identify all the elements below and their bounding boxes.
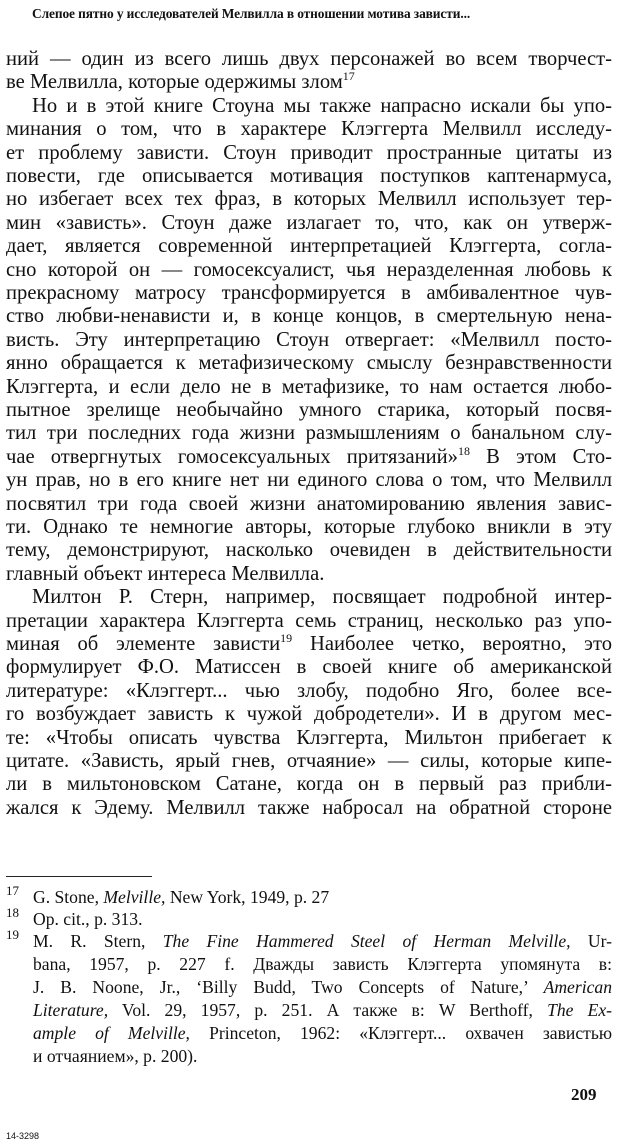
running-head: Слепое пятно у исследователей Мелвилла в отношении мотива зависти... [32, 6, 471, 21]
footnote-19-line: bana, 1957, p. 227 f. Дважды зависть Клэггерта упомянута в: [33, 954, 612, 974]
text-line: главный объект интереса Мелвилла. [6, 562, 325, 585]
text-line: Но и в этой книге Стоуна мы также напрасно искали бы упо- [32, 94, 612, 117]
fn-text: Princeton, 1962: «Клэггерт... охвачен завистью [189, 1023, 612, 1043]
footnote-19-line: и отчаянием», p. 200). [33, 1046, 198, 1066]
fn-text: M. R. Stern, [33, 931, 163, 951]
signature-mark: 14-3298 [6, 1131, 40, 1141]
text-line: го возбуждает зависть к чужой добродетели». И в другом мес- [6, 703, 612, 726]
text-line: Милтон Р. Стерн, например, посвящает подробной интер- [32, 586, 612, 609]
fn-title: American [543, 977, 612, 997]
fn-title: Melville, [103, 887, 166, 907]
text-line: ний — один из всего лишь двух персонажей во всем творчест- [6, 48, 612, 70]
text-segment: Наиболее четко, вероятно, это [309, 633, 612, 655]
footnote-number: 19 [6, 927, 19, 942]
text-segment: ве Мелвилла, которые одержимы злом [6, 71, 343, 94]
text-line: ство любви-ненависти и, в конце концов, в смертельную нена- [6, 305, 612, 328]
text-line: жался к Эдему. Мелвилл также набросал на обратной стороне [6, 796, 612, 819]
text-line: претации характера Клэггерта семь страниц, несколько раз упо- [6, 609, 612, 632]
text-line: Клэггерта, и если дело не в метафизике, то нам остается любо- [6, 375, 612, 398]
text-line: прекрасному матросу трансформируется в амбивалентное чув- [6, 282, 612, 304]
text-line: посвятил три года своей жизни анатомированию явления завис- [6, 492, 612, 515]
fn-title: Literature, [33, 1000, 109, 1020]
text-line: те: «Чтобы описать чувства Клэггерта, Мильтон прибегает к [6, 726, 612, 749]
footnote-number: 17 [6, 883, 19, 898]
text-line: повести, где описывается мотивация поступков каптенармуса, [6, 165, 612, 187]
fn-title: ample of Melville, [33, 1023, 190, 1043]
text-segment: В этом Сто- [486, 445, 613, 468]
text-line: висть. Эту интерпретацию Стоун отвергает: «Мелвилл посто- [6, 328, 612, 351]
text-line: тему, демонстрируют, насколько очевиден в действительности [6, 539, 612, 562]
fn-title: The Ex- [547, 1000, 612, 1020]
fn-text: J. B. Noone, Jr., ‘Billy Budd, Two Concepts of Nature,’ [33, 977, 544, 997]
footnote-ref-18: 18 [457, 443, 470, 458]
text-segment: миная об элементе зависти [6, 633, 281, 655]
text-line: янно обращается к метафизическому смыслу безнравственности [6, 352, 612, 375]
fn-text: Ur- [570, 931, 612, 951]
text-line: цитате. «Зависть, ярый гнев, отчаяние» — силы, которые кипе- [6, 750, 612, 772]
text-line: ун прав, но в его книге нет ни единого слова о том, что Мелвилл [6, 469, 612, 492]
fn-title: The Fine Hammered Steel of Herman Melville, [162, 931, 571, 951]
text-line: литературе: «Клэггерт... чью злобу, подобно Яго, более все- [6, 679, 612, 702]
text-line: формулирует Ф.О. Матиссен в своей книге об американской [6, 656, 612, 679]
footnote-ref-19: 19 [280, 631, 293, 645]
text-line: но избегает всех тех фраз, в которых Мелвилл использует тер- [6, 188, 612, 211]
text-line: тил три последних года жизни размышлениям о банальном слу- [6, 422, 612, 445]
text-segment: чае отвергнутых гомосексуальных притязаний» [6, 445, 458, 468]
fn-text: New York, 1949, p. 27 [165, 887, 330, 907]
page-number: 209 [571, 1085, 597, 1104]
text-line: пытное зрелище необычайно умного старика, который посвя- [6, 399, 612, 421]
text-line: дает, является современной интерпретацией Клэггерта, согла- [6, 235, 612, 258]
footnote-18: Op. cit., p. 313. [33, 909, 143, 929]
fn-text: Vol. 29, 1957, p. 251. А также в: W Berthoff, [108, 1000, 548, 1020]
fn-text: G. Stone, [33, 887, 104, 907]
footnote-number: 18 [6, 905, 19, 920]
text-line: сно которой он — гомосексуалист, чья неразделенная любовь к [6, 258, 612, 281]
text-line: мин «зависть». Стоун даже излагает то, что, как он утверж- [6, 211, 612, 234]
footnote-ref-17: 17 [342, 69, 355, 84]
text-line: ти. Однако те немногие авторы, которые глубоко вникли в эту [6, 516, 612, 538]
text-line: ли в мильтоновском Сатане, когда он в первый раз прибли- [6, 773, 612, 796]
text-line: ет проблему зависти. Стоун приводит пространные цитаты из [6, 141, 612, 164]
text-line: минания о том, что в характере Клэггерта Мелвилл исследу- [6, 118, 612, 141]
